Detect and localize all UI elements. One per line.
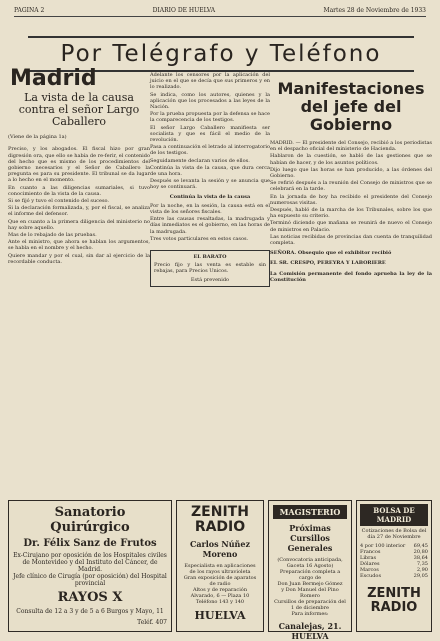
bolsa-row: 4 por 100 interior 69,45: [360, 543, 428, 549]
sanatorio-ad: [8, 500, 172, 632]
right-column: [270, 72, 432, 283]
banner-title: Por Telégrafo y Teléfono: [60, 41, 382, 67]
sanatorio-line: Consulta de 12 a 3 y de 5 a 6 Burgos y Mayo, 11: [16, 608, 164, 615]
zenith-left-line: Gran exposición de aparatos de radio: [183, 575, 257, 587]
magisterio-line: y Don Manuel del Pino Romero: [281, 587, 339, 599]
continued-title: Continúa la vista de la causa: [169, 193, 251, 200]
bolsa-row: Dólares 7,35: [360, 561, 428, 567]
middle-paragraph: Por la prueba propuesta por la defensa se hace la comparecencia de los testigos.: [150, 111, 270, 124]
sanatorio-doctor: Dr. Félix Sanz de Frutos: [23, 538, 157, 549]
right-paragraph: Dijo luego que las horas se han producido, a las órdenes del Gobierno.: [270, 166, 432, 180]
middle-paragraph: Después se levanta la sesión y se anuncia que hoy se continuará.: [150, 178, 270, 191]
right-paragraph: Terminó diciendo que mañana se reunirá de nuevo el Consejo de ministros en Palacio.: [270, 220, 432, 233]
zenith-left-line: Altos y de reparación: [192, 587, 248, 593]
el-barato-title: EL BARATO: [193, 254, 227, 261]
right-mini-heading: SEÑORA. Obsequio que el exhibitor recibió: [270, 250, 392, 257]
bolsa-ad: [356, 500, 432, 632]
left-paragraph: Si se fijó y tuvo el contenido del suceso.: [8, 198, 110, 205]
left-paragraph: Ante el ministro, que ahora se hablan los argumentos, se habla en el nombre y el hecho.: [8, 239, 150, 252]
left-paragraph: Mas de lo rebajado de las pruebas.: [8, 232, 97, 239]
sanatorio-line: de Montevideo y del Instituto del Cáncer, de Madrid.: [22, 559, 158, 573]
magisterio-ad: [268, 500, 352, 641]
middle-paragraph: Continúa la vista de la causa, que dura cerca de una hora.: [150, 164, 270, 178]
magisterio-title: MAGISTERIO: [273, 505, 347, 519]
sanatorio-xray: RAYOS X: [57, 590, 123, 605]
zenith-left-ad: [176, 500, 264, 632]
continued-paragraph: Por la noche, en la sesión, la causa está en el vista de los señores fiscales.: [150, 202, 270, 216]
magisterio-line: Cursillos de preparación del 1 de diciembre: [274, 599, 346, 611]
bolsa-row: Francos 20,80: [360, 549, 428, 555]
magisterio-line: (Convocatoria anticipada, Gaceta 16 Agosto): [277, 557, 343, 569]
left-paragraph: Preciso, y los abogados. El fiscal hizo por gran digresión ora, que ello se había de re-ferir, el contenido del hecho que es mismo de los procedimientos del gobierno necesarios y el Señor de Caballero la pregunta es para su presidente. El tribunal se da lugar a lo hecho en el momento.: [8, 146, 150, 184]
zenith-left-city: HUELVA: [194, 609, 246, 622]
newspaper-date: Martes 28 de Noviembre de 1933: [323, 6, 426, 14]
magisterio-headline: Próximas Cursillos Generales: [287, 523, 333, 553]
el-barato-line: Precio fijo y las venta es estable sin rebajas, para Precios Unicos.: [154, 262, 266, 275]
bolsa-row: Marcos 2,90: [360, 567, 428, 573]
page-header: [14, 4, 426, 17]
left-paragraph: Que en cuanto a la primera diligencia del ministerio no hay sobre aquello.: [8, 218, 150, 231]
madrid-title: Madrid: [10, 66, 97, 91]
bolsa-row: Libras 38,64: [360, 555, 428, 561]
sanatorio-phone: Teléf. 407: [137, 619, 167, 626]
zenith-left-line: Alvarado, 6 — Plaza 10: [190, 593, 250, 599]
newspaper-title: DIARIO DE HUELVA: [152, 6, 216, 14]
left-paragraph: Si la declaración formalizada, y, por el fiscal, se analiza el informe del defensor.: [8, 205, 150, 218]
zenith-right-title: ZENITH RADIO: [367, 586, 421, 615]
madrid-headline: La vista de la causa contra el señor Largo Caballero: [18, 91, 140, 129]
bolsa-row: Escudos 29,05: [360, 573, 428, 579]
sanatorio-line: Ex-Cirujano por oposición de los Hospitales civiles: [13, 552, 167, 559]
right-paragraph: MADRID. — El presidente del Consejo, recibió a los periodistas en el despacho oficial del ministerio de Hacienda.: [270, 140, 432, 153]
page-label: PAGINA 2: [14, 6, 45, 14]
madrid-note: (Viene de la página 1a): [8, 134, 67, 141]
middle-paragraph: Seguidamente declaran varios de ellos.: [150, 157, 250, 164]
magisterio-line: Preparación completa a cargo de: [279, 569, 341, 581]
middle-paragraph: El señor Largo Caballero manifiesta ser socialista y que es fácil el medio de la revolución.: [150, 124, 270, 144]
continued-paragraph: Tres votos particulares en estos casos.: [150, 235, 249, 242]
middle-column: [150, 72, 270, 287]
continued-paragraph: Entre las causas resaltadas, la madrugada y días inmediatos es el gobierno, en las horas de la madrugada.: [150, 216, 270, 235]
right-paragraph: Hablaron de la cuestión, se habló de las gestiones que se habían de hacer, y de los asuntos políticos.: [270, 153, 432, 166]
ads-strip: [8, 500, 432, 641]
middle-paragraph: Pasa a continuación el letrado al interrogatorio de los testigos.: [150, 144, 270, 157]
right-mini-heading: La Comisión permanente del fondo aprueba la ley de la Constitución: [270, 270, 432, 283]
middle-paragraph: Se indica, como los autores, quienes y la aplicación que los procesados a las leyes de la Nación.: [150, 91, 270, 111]
sanatorio-title: Sanatorio Quirúrgico: [50, 505, 130, 535]
zenith-left-line: Teléfono 143 y 140: [195, 599, 245, 605]
right-paragraph: Se refirió después a la reunión del Consejo de ministros que se celebrará en la tarde.: [270, 180, 432, 193]
magisterio-address: Canalejas, 21. HUELVA: [278, 621, 342, 641]
middle-paragraph: Adelante los censores por la aplicación del juicio en el que se decía que sus primeros y en lo realizado.: [150, 72, 270, 91]
right-paragraph: Las noticias recibidas de provincias dan cuenta de tranquilidad completa.: [270, 233, 432, 247]
right-paragraph: Después, habló de la marcha de los Tribunales, sobre los que ha expuesto su criterio.: [270, 207, 432, 220]
left-paragraph: Quiere mandar y por el cual, sin dar al ejercicio de la recordable conducta.: [8, 252, 150, 265]
sanatorio-line: Jefe clínico de Cirugía (por oposición) del Hospital provincial: [13, 573, 167, 587]
zenith-left-line: Especialista en aplicaciones de los rayos ultravioleta: [184, 563, 256, 575]
zenith-left-title: ZENITH RADIO: [191, 504, 249, 535]
el-barato-line: Está prevenido: [190, 276, 230, 283]
right-headline: Manifestaciones del jefe del Gobierno: [277, 79, 425, 134]
left-column: [8, 66, 150, 266]
bolsa-title: BOLSA DE MADRID: [360, 504, 428, 526]
bolsa-subtitle: Cotizaciones de Bolsa del día 27 de Noviembre: [361, 528, 427, 540]
magisterio-line: Don Juan Bermejo Gómez: [277, 581, 343, 587]
right-mini-heading: EL SR. CRESPO, PEREYRA Y LABORIERE: [270, 260, 386, 267]
left-paragraph: En cuanto a las diligencias sumariales, si tuvo conocimiento de la vista de la causa.: [8, 184, 150, 197]
zenith-left-name: Carlos Núñez Moreno: [189, 539, 250, 559]
right-paragraph: En la jornada de hoy ha recibido el presidente del Consejo numerosas visitas.: [270, 193, 432, 206]
el-barato-box: [150, 250, 270, 287]
magisterio-line: Para informes:: [291, 611, 329, 617]
